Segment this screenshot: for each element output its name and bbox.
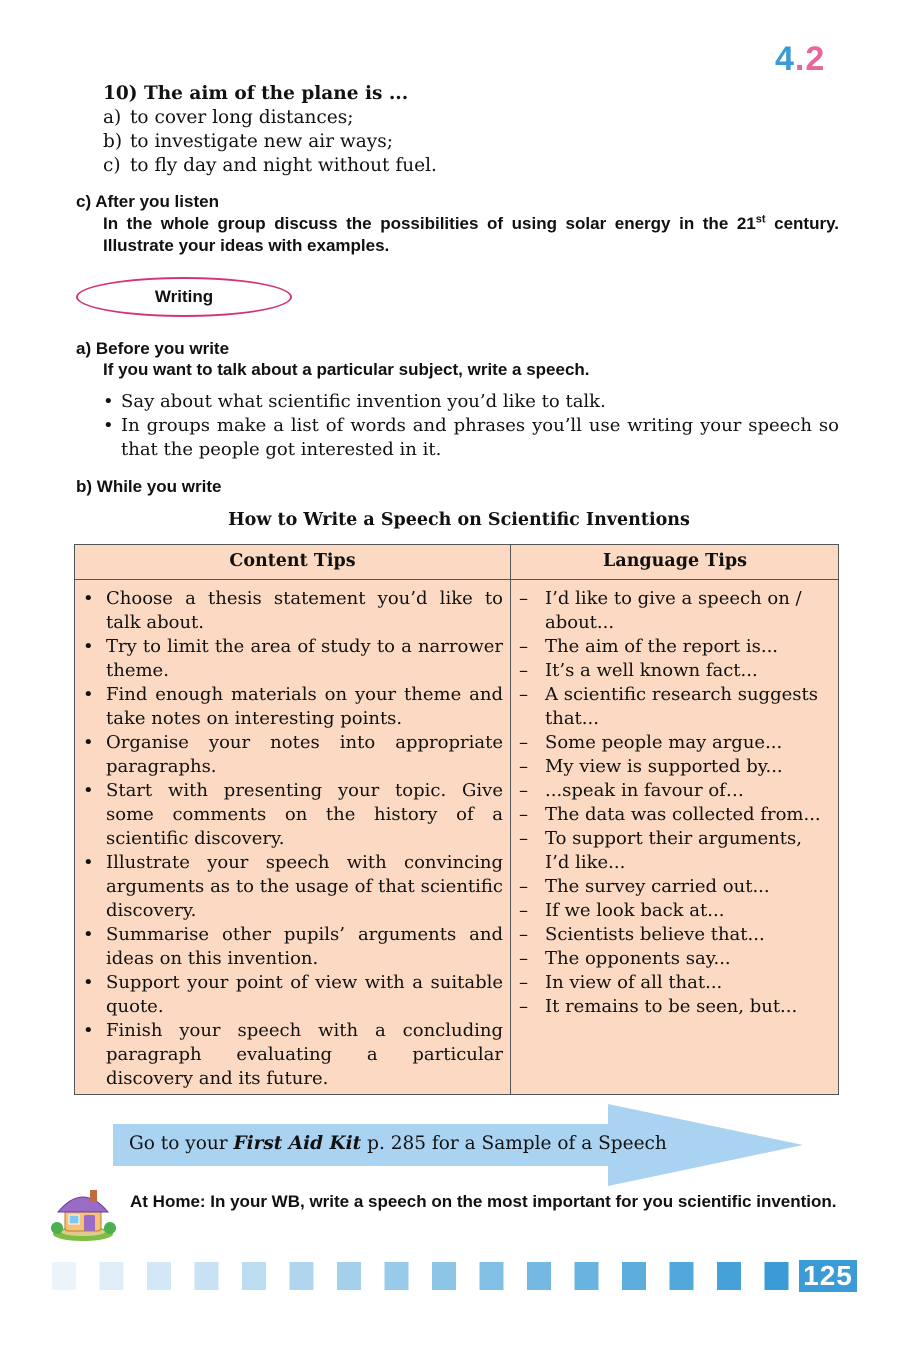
content-tip-item: • Illustrate your speech with convincing arguments as to the usage of that scientific discovery. bbox=[83, 852, 503, 921]
content-tip-item: • Try to limit the area of study to a narrower theme. bbox=[83, 636, 503, 681]
content-tips-column bbox=[83, 587, 503, 1091]
bullet-item: • In groups make a list of words and phrases you’ll use writing your speech so that the people got interested in it. bbox=[103, 415, 839, 460]
option-b: b) to investigate new air ways; bbox=[103, 131, 393, 152]
language-tip-item: – It’s a well known fact... bbox=[519, 660, 758, 681]
decorative-square bbox=[575, 1262, 599, 1290]
after-listen-instruction: In the whole group discuss the possibilities of using solar energy in the 21st century. Illustrate your ideas with examples. bbox=[103, 213, 839, 255]
decorative-square bbox=[290, 1262, 314, 1290]
decorative-square bbox=[147, 1262, 171, 1290]
option-c: c) to fly day and night without fuel. bbox=[103, 155, 437, 176]
language-tip-item: – Scientists believe that... bbox=[519, 924, 765, 945]
language-tip-item: – I’d like to give a speech on / about... bbox=[519, 588, 802, 633]
option-a: a) to cover long distances; bbox=[103, 107, 354, 128]
question-10 bbox=[103, 82, 437, 178]
decorative-square bbox=[670, 1262, 694, 1290]
before-write-instruction: If you want to talk about a particular subject, write a speech. bbox=[103, 360, 590, 379]
language-tip-item: – The data was collected from... bbox=[519, 804, 821, 825]
before-write-heading: a) Before you write bbox=[76, 339, 230, 358]
language-tip-item: – To support their arguments, I’d like... bbox=[519, 828, 802, 873]
home-task: At Home: In your WB, write a speech on the most important for you scientific invention. bbox=[130, 1192, 837, 1211]
decorative-square bbox=[765, 1262, 789, 1290]
tips-table bbox=[74, 544, 839, 1095]
language-tip-item: – If we look back at... bbox=[519, 900, 725, 921]
language-tips-column bbox=[519, 587, 832, 1019]
bullet-item: • Say about what scientific invention you’d like to talk. bbox=[103, 391, 606, 412]
language-tip-item: – The opponents say... bbox=[519, 948, 731, 969]
after-listen-heading: c) After you listen bbox=[76, 192, 219, 211]
page-number: 125 bbox=[799, 1260, 857, 1292]
decorative-square bbox=[337, 1262, 361, 1290]
content-tip-item: • Finish your speech with a concluding paragraph evaluating a particular discovery and its future. bbox=[83, 1020, 503, 1089]
decorative-square bbox=[100, 1262, 124, 1290]
content-tip-item: • Find enough materials on your theme and take notes on interesting points. bbox=[83, 684, 503, 729]
decorative-square bbox=[242, 1262, 266, 1290]
decorative-square bbox=[480, 1262, 504, 1290]
decorative-square bbox=[622, 1262, 646, 1290]
language-tip-item: – ...speak in favour of… bbox=[519, 780, 744, 801]
decorative-square bbox=[52, 1262, 76, 1290]
content-tip-item: • Summarise other pupils’ arguments and ideas on this invention. bbox=[83, 924, 503, 969]
first-aid-book-title: First Aid Kit bbox=[233, 1133, 362, 1154]
content-tip-item: • Start with presenting your topic. Give some comments on the history of a scientific discovery. bbox=[83, 780, 503, 849]
language-tip-item: – The aim of the report is... bbox=[519, 636, 779, 657]
question-title: 10) The aim of the plane is ... bbox=[103, 83, 409, 104]
language-tip-item: – My view is supported by... bbox=[519, 756, 783, 777]
content-tip-item: • Choose a thesis statement you’d like to talk about. bbox=[83, 588, 503, 633]
while-write-heading: b) While you write bbox=[76, 477, 222, 496]
language-tip-item: – In view of all that... bbox=[519, 972, 723, 993]
section-dot: . bbox=[794, 40, 806, 78]
language-tips-header: Language Tips bbox=[603, 551, 747, 571]
language-tip-item: – Some people may argue... bbox=[519, 732, 783, 753]
content-tip-item: • Organise your notes into appropriate paragraphs. bbox=[83, 732, 503, 777]
section-number bbox=[775, 40, 825, 79]
first-aid-reference: Go to your First Aid Kit p. 285 for a Sample of a Speech bbox=[129, 1133, 667, 1154]
before-write-bullets bbox=[103, 390, 839, 462]
decorative-square bbox=[432, 1262, 456, 1290]
content-tip-item: • Support your point of view with a suitable quote. bbox=[83, 972, 503, 1017]
content-tips-header: Content Tips bbox=[229, 551, 356, 571]
writing-section-label: Writing bbox=[76, 277, 292, 317]
section-major: 4 bbox=[775, 40, 795, 78]
decorative-square bbox=[527, 1262, 551, 1290]
table-title: How to Write a Speech on Scientific Inventions bbox=[228, 510, 690, 530]
decorative-squares bbox=[52, 1262, 792, 1290]
decorative-square bbox=[195, 1262, 219, 1290]
language-tip-item: – The survey carried out... bbox=[519, 876, 770, 897]
decorative-square bbox=[717, 1262, 741, 1290]
decorative-square bbox=[385, 1262, 409, 1290]
language-tip-item: – A scientific research suggests that... bbox=[519, 684, 818, 729]
house-icon bbox=[50, 1184, 116, 1242]
section-minor: 2 bbox=[805, 40, 826, 78]
language-tip-item: – It remains to be seen, but... bbox=[519, 996, 798, 1017]
